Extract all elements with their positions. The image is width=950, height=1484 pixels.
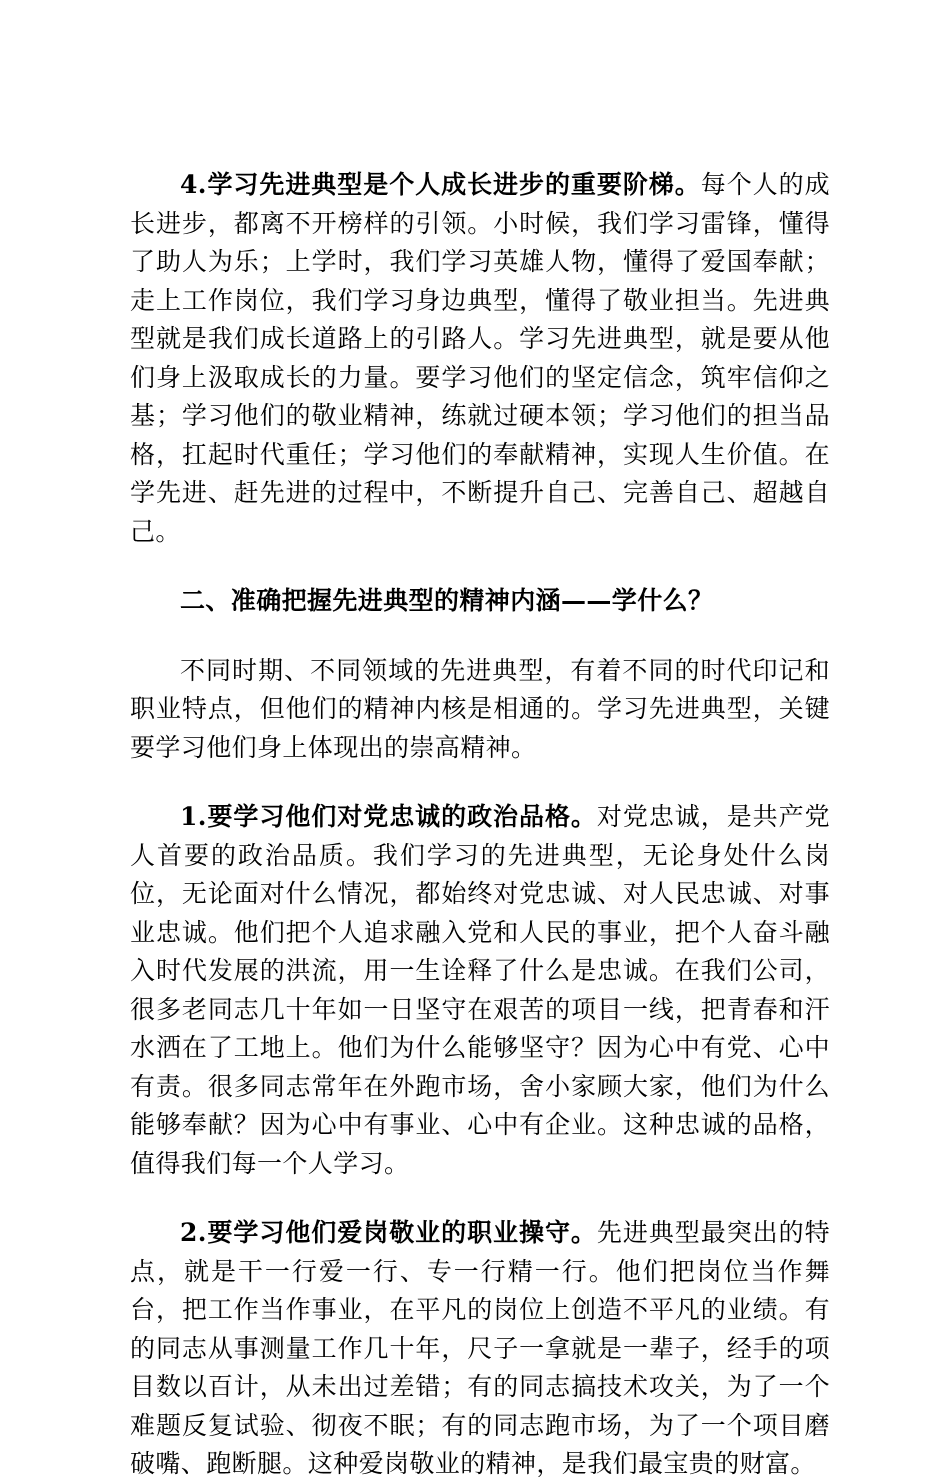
paragraph-lead: 2.要学习他们爱岗敬业的职业操守。 <box>180 1218 597 1247</box>
paragraph-lead: 4.学习先进典型是个人成长进步的重要阶梯。 <box>180 170 701 199</box>
paragraph-text: 每个人的成长进步，都离不开榜样的引领。小时候，我们学习雷锋，懂得了助人为乐；上学时，我们学习英雄人物，懂得了爱国奉献；走上工作岗位，我们学习身边典型，懂得了敬业担当。先进典型就是我们成长道路上的引路人。学习先进典型，就是要从他们身上汲取成长的力量。要学习他们的坚定信念，筑牢信仰之基；学习他们的敬业精神，练就过硬本领；学习他们的担当品格，扛起时代重任；学习他们的奉献精神，实现人生价值。在学先进、赶先进的过程中，不断提升自己、完善自己、超越自己。 <box>130 170 830 546</box>
paragraph-point-4 <box>130 166 830 551</box>
document-body <box>130 166 830 1484</box>
section-heading-text: 二、准确把握先进典型的精神内涵——学什么？ <box>180 586 714 615</box>
paragraph-intro <box>130 652 830 768</box>
paragraph-point-1 <box>130 798 830 1183</box>
paragraph-lead: 1.要学习他们对党忠诚的政治品格。 <box>180 802 597 831</box>
section-heading <box>130 582 830 621</box>
paragraph-point-2 <box>130 1214 830 1484</box>
paragraph-text: 不同时期、不同领域的先进典型，有着不同的时代印记和职业特点，但他们的精神内核是相通的。学习先进典型，关键要学习他们身上体现出的崇高精神。 <box>130 655 830 762</box>
paragraph-text: 先进典型最突出的特点，就是干一行爱一行、专一行精一行。他们把岗位当作舞台，把工作当作事业，在平凡的岗位上创造不平凡的业绩。有的同志从事测量工作几十年，尺子一拿就是一辈子，经手的项目数以百计，从未出过差错；有的同志搞技术攻关，为了一个难题反复试验、彻夜不眠；有的同志跑市场，为了一个项目磨破嘴、跑断腿。这种爱岗敬业的精神，是我们最宝贵的财富。 <box>130 1218 830 1478</box>
paragraph-text: 对党忠诚，是共产党人首要的政治品质。我们学习的先进典型，无论身处什么岗位，无论面对什么情况，都始终对党忠诚、对人民忠诚、对事业忠诚。他们把个人追求融入党和人民的事业，把个人奋斗融入时代发展的洪流，用一生诠释了什么是忠诚。在我们公司，很多老同志几十年如一日坚守在艰苦的项目一线，把青春和汗水洒在了工地上。他们为什么能够坚守？因为心中有党、心中有责。很多同志常年在外跑市场，舍小家顾大家，他们为什么能够奉献？因为心中有事业、心中有企业。这种忠诚的品格，值得我们每一个人学习。 <box>130 802 830 1178</box>
